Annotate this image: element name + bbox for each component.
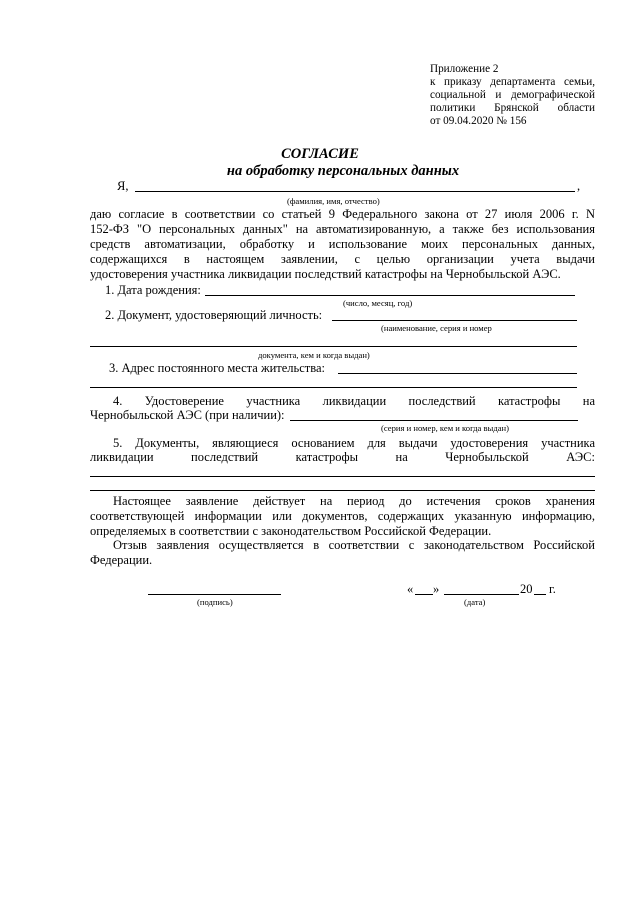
birth-date-caption: (число, месяц, год) — [343, 298, 413, 308]
date-open-quote: « — [407, 582, 414, 596]
fio-caption: (фамилия, имя, отчество) — [287, 196, 380, 206]
appendix-date-line: от 09.04.2020 № 156 — [430, 115, 527, 127]
document-title: СОГЛАСИЕ — [281, 146, 359, 162]
documents-line-2: ликвидации последствий катастрофы на Чернобыльской АЭС: — [90, 450, 595, 464]
identity-document-caption-2: документа, кем и когда выдан) — [258, 350, 370, 360]
birth-date-field[interactable] — [205, 295, 575, 296]
consent-line-2: 152-ФЗ "О персональных данных" на автоматизированную, а также без использования — [90, 222, 595, 236]
certificate-caption: (серия и номер, кем и когда выдан) — [381, 423, 509, 433]
address-field-2[interactable] — [90, 387, 577, 388]
documents-field-1[interactable] — [90, 476, 595, 477]
documents-line-1: 5. Документы, являющиеся основанием для выдачи удостоверения участника — [113, 436, 595, 450]
validity-line-1: Настоящее заявление действует на период до истечения сроков хранения — [113, 494, 595, 508]
appendix-number: Приложение 2 — [430, 63, 499, 75]
consent-line-1: даю согласие в соответствии со статьей 9 Федерального закона от 27 июля 2006 г. N — [90, 207, 595, 221]
document-subtitle: на обработку персональных данных — [226, 163, 460, 179]
identity-document-caption-1: (наименование, серия и номер — [381, 323, 492, 333]
birth-date-label: 1. Дата рождения: — [105, 283, 201, 297]
certificate-line-1: 4. Удостоверение участника ликвидации последствий катастрофы на — [113, 394, 595, 408]
appendix-block — [430, 63, 595, 128]
signature-field[interactable] — [148, 594, 281, 595]
date-day-field[interactable] — [415, 594, 433, 595]
address-field[interactable] — [338, 373, 577, 374]
date-year-field[interactable] — [534, 594, 546, 595]
withdrawal-line-2: Федерации. — [90, 553, 153, 567]
signature-caption: (подпись) — [197, 597, 233, 607]
withdrawal-line-1: Отзыв заявления осуществляется в соответствии с законодательством Российской — [113, 538, 595, 552]
consent-paragraph — [90, 207, 595, 282]
date-year-suffix: г. — [549, 582, 556, 596]
documents-field-2[interactable] — [90, 490, 595, 491]
appendix-department-line: социальной и демографической — [430, 89, 595, 101]
identity-document-field[interactable] — [332, 320, 577, 321]
withdrawal-paragraph — [90, 538, 595, 568]
identity-document-field-2[interactable] — [90, 346, 577, 347]
appendix-order-line: к приказу департамента семьи, — [430, 76, 595, 88]
date-caption: (дата) — [464, 597, 486, 607]
identity-document-label: 2. Документ, удостоверяющий личность: — [105, 308, 323, 322]
fio-comma: , — [577, 179, 581, 193]
consent-line-3: средств автоматизации, обработку и использование моих персональных данных, — [90, 237, 595, 251]
consent-line-4: содержащихся в настоящем заявлении, с целью организации учета выдачи — [90, 252, 595, 266]
date-year-prefix: 20 — [520, 582, 533, 596]
validity-line-3: определяемых в соответствии с законодательством Российской Федерации. — [90, 524, 492, 538]
address-label: 3. Адрес постоянного места жительства: — [109, 361, 325, 375]
certificate-field[interactable] — [290, 420, 578, 421]
consent-line-5: удостоверения участника ликвидации последствий катастрофы на Чернобыльской АЭС. — [90, 267, 561, 281]
date-month-field[interactable] — [444, 594, 519, 595]
ya-label: Я, — [117, 179, 129, 193]
date-close-quote: » — [433, 582, 440, 596]
appendix-region-line: политики Брянской области — [430, 102, 595, 114]
validity-line-2: соответствующей информации или документов, содержащих указанную информацию, — [90, 509, 595, 523]
certificate-line-2: Чернобыльской АЭС (при наличии): — [90, 408, 285, 422]
validity-paragraph — [90, 494, 595, 539]
fio-field[interactable] — [135, 191, 575, 192]
